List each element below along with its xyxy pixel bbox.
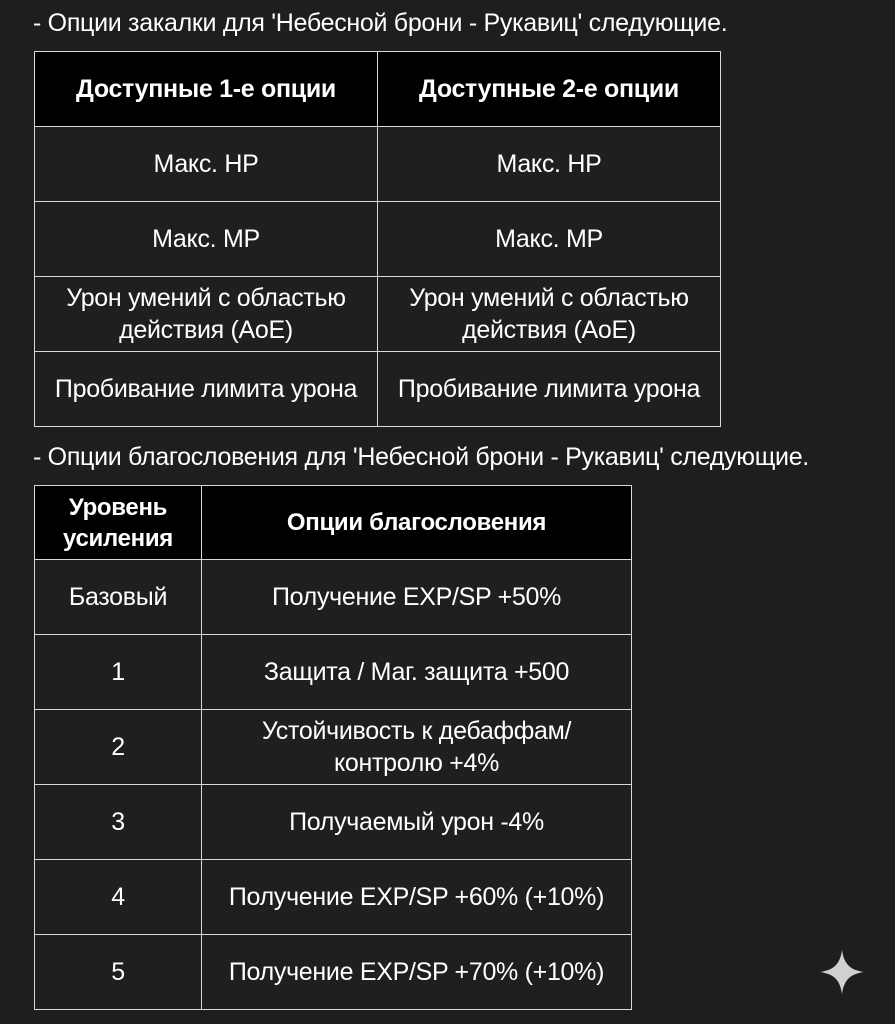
column-header-first-options: Доступные 1-е опции — [35, 52, 378, 127]
table-row — [35, 710, 632, 785]
table-row — [35, 935, 632, 1010]
table-cell-level: 1 — [35, 635, 202, 710]
table-cell: Пробивание лимита урона — [378, 352, 721, 427]
table-cell: Макс. HP — [378, 127, 721, 202]
table-cell-option: Получаемый урон -4% — [202, 785, 632, 860]
table-cell-option: Получение EXP/SP +60% (+10%) — [202, 860, 632, 935]
table-cell: Макс. MP — [35, 202, 378, 277]
table-row — [35, 277, 721, 352]
table-cell-option: Защита / Маг. защита +500 — [202, 635, 632, 710]
table-cell-level: 5 — [35, 935, 202, 1010]
table-cell-option: Получение EXP/SP +70% (+10%) — [202, 935, 632, 1010]
table-cell-level: 3 — [35, 785, 202, 860]
bless-options-heading: - Опции благословения для 'Небесной брони - Рукавиц' следующие. — [33, 443, 809, 471]
table-row — [35, 560, 632, 635]
table-cell: Урон умений с областью действия (AoE) — [378, 277, 721, 352]
column-header-second-options: Доступные 2-е опции — [378, 52, 721, 127]
table-row — [35, 785, 632, 860]
table-row — [35, 127, 721, 202]
table-cell-level: 4 — [35, 860, 202, 935]
table-cell: Макс. MP — [378, 202, 721, 277]
bless-options-table — [34, 485, 632, 1010]
table-row — [35, 352, 721, 427]
enhance-options-table — [34, 51, 721, 427]
table-header-row — [35, 52, 721, 127]
table-cell-level: Базовый — [35, 560, 202, 635]
table-row — [35, 635, 632, 710]
table-cell: Макс. HP — [35, 127, 378, 202]
table-cell-option: Получение EXP/SP +50% — [202, 560, 632, 635]
table-cell-option: Устойчивость к дебаффам/ контролю +4% — [202, 710, 632, 785]
table-cell: Пробивание лимита урона — [35, 352, 378, 427]
column-header-bless-options: Опции благословения — [202, 486, 632, 560]
sparkle-icon — [818, 948, 866, 996]
table-row — [35, 860, 632, 935]
column-header-enhance-level: Уровень усиления — [35, 486, 202, 560]
table-row — [35, 202, 721, 277]
table-cell-level: 2 — [35, 710, 202, 785]
enhance-options-heading: - Опции закалки для 'Небесной брони - Рукавиц' следующие. — [33, 9, 728, 37]
table-cell: Урон умений с областью действия (AoE) — [35, 277, 378, 352]
table-header-row — [35, 486, 632, 560]
